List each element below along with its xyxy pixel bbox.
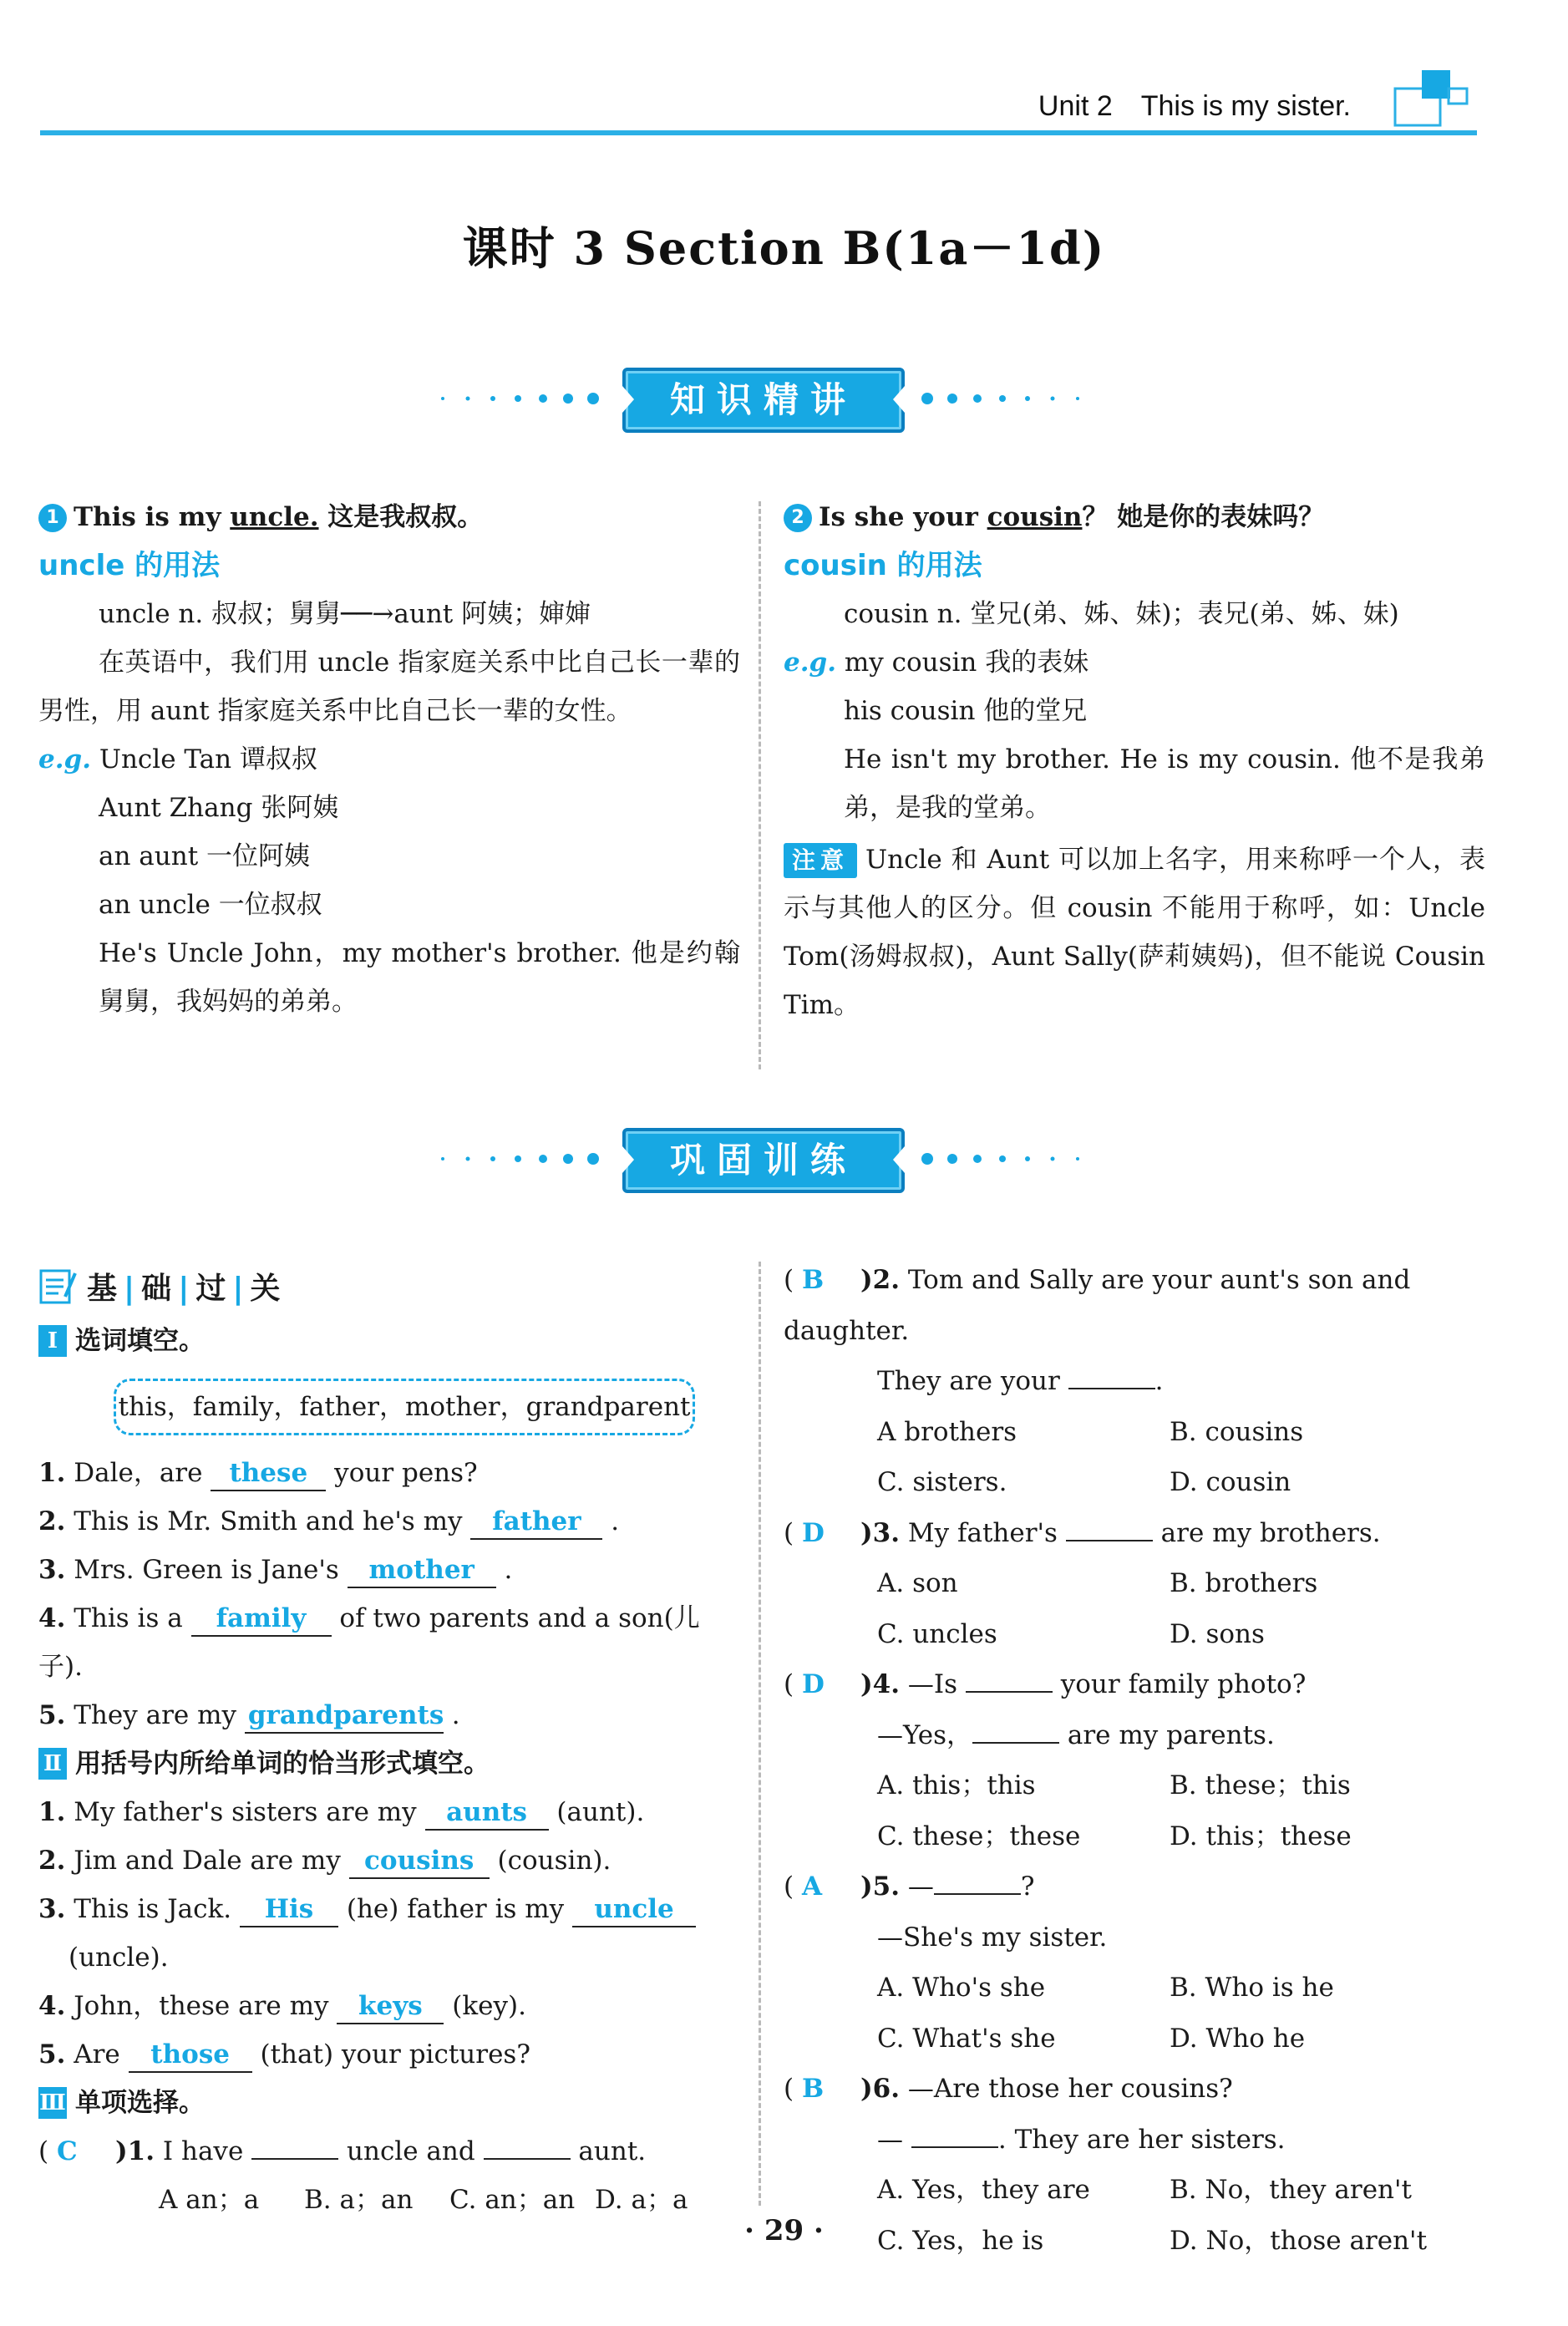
answer-blank: grandparents xyxy=(245,1699,444,1734)
part2-q2: 2. Jim and Dale are my cousins (cousin). xyxy=(38,1836,740,1885)
banner-practice xyxy=(0,1121,1568,1196)
header-decoration-icon xyxy=(1388,67,1472,134)
column-divider-bottom xyxy=(759,1262,761,2206)
option: A. Who's she xyxy=(877,1973,1046,2003)
part3-q3: ( D )3. My father's are my brothers. xyxy=(784,1508,1485,1559)
option: B. No，they aren't xyxy=(1170,2175,1413,2205)
option: C. What's she xyxy=(877,2023,1056,2054)
point1-definition: uncle n. 叔叔；舅舅──→aunt 阿姨；婶婶 xyxy=(99,599,591,629)
point2-note xyxy=(784,835,1485,1029)
part1-q1: 1. Dale，are these your pens? xyxy=(38,1449,740,1497)
answer-blank: those xyxy=(129,2038,252,2073)
dots-right-icon xyxy=(919,1153,1086,1165)
practice-right-column xyxy=(784,1255,1485,2266)
part2-heading: Ⅱ 用括号内所给单词的恰当形式填空。 xyxy=(38,1739,740,1788)
option: A. Yes，they are xyxy=(877,2175,1090,2205)
answer-blank: father xyxy=(470,1505,602,1540)
banner-knowledge xyxy=(0,361,1568,436)
part1-q2: 2. This is Mr. Smith and he's my father . xyxy=(38,1497,740,1546)
part3-q2-options-cd xyxy=(784,1457,1485,1508)
choice-answer: D xyxy=(801,1669,825,1699)
option: B. Who is he xyxy=(1170,1973,1334,2003)
answer-blank: keys xyxy=(337,1989,444,2024)
header-title: This is my sister. xyxy=(1140,90,1351,122)
notebook-icon xyxy=(38,1268,79,1305)
dots-right-icon xyxy=(919,393,1086,404)
part2-q3: 3. This is Jack. His (he) father is my uncle xyxy=(38,1885,740,1933)
part1-q3: 3. Mrs. Green is Jane's mother . xyxy=(38,1546,740,1594)
part2-q1: 1. My father's sisters are my aunts (aunt). xyxy=(38,1788,740,1836)
part3-q2-line2: They are your . xyxy=(784,1356,1485,1407)
point1-example-3: an aunt 一位阿姨 xyxy=(99,841,311,871)
point2-example-1: e.g. my cousin 我的表妹 xyxy=(784,648,1089,678)
knowledge-point-1 xyxy=(38,493,740,1026)
part2-q3-cont: (uncle). xyxy=(69,1943,169,1973)
banner-practice-label: 巩固训练 xyxy=(622,1128,905,1193)
part3-q6-line2: — . They are her sisters. xyxy=(784,2115,1485,2166)
part3-q4: ( D )4. —Is your family photo? xyxy=(784,1659,1485,1710)
answer-blank: mother xyxy=(348,1553,496,1588)
option: D. sons xyxy=(1170,1618,1265,1649)
part3-q2: ( B )2. Tom and Sally are your aunt's son and daughter. xyxy=(784,1265,1411,1346)
part3-q2-options-ab xyxy=(784,1407,1485,1458)
option: A brothers xyxy=(877,1416,1017,1447)
answer-blank: these xyxy=(211,1456,326,1491)
part2-q4: 4. John，these are my keys (key). xyxy=(38,1982,740,2030)
point1-example-4: an uncle 一位叔叔 xyxy=(99,890,322,920)
answer-blank: aunts xyxy=(425,1795,549,1831)
point1-sentence: 1 This is my uncle. 这是我叔叔。 xyxy=(38,493,740,541)
point1-example-2: Aunt Zhang 张阿姨 xyxy=(99,793,339,823)
option: D. Who he xyxy=(1170,2023,1306,2054)
option: B. cousins xyxy=(1170,1416,1304,1447)
point1-usage-heading: uncle 的用法 xyxy=(38,549,221,582)
point1-number: 1 xyxy=(38,504,67,532)
header-unit: Unit 2 xyxy=(1038,90,1113,122)
option: D. a；a xyxy=(595,2185,688,2215)
dots-left-icon xyxy=(434,1153,601,1165)
choice-answer: B xyxy=(801,1265,825,1295)
part3-q1: ( C )1. I have uncle and aunt. xyxy=(38,2127,740,2176)
option: A an；a xyxy=(159,2185,260,2215)
part1-heading: Ⅰ 选词填空。 xyxy=(38,1317,740,1365)
part3-q6-options-ab xyxy=(784,2165,1485,2216)
point2-example-3: He isn't my brother. He is my cousin. 他不是我弟弟，是我的堂弟。 xyxy=(844,744,1485,823)
lesson-title: 课时 3 Section B(1a－1d) xyxy=(462,221,1106,275)
part1-q5: 5. They are my grandparents . xyxy=(38,1691,740,1739)
choice-answer: C xyxy=(56,2136,78,2166)
part3-q5-options-cd xyxy=(784,2014,1485,2064)
point2-example-2: his cousin 他的堂兄 xyxy=(844,696,1088,726)
header-rule xyxy=(40,130,1477,135)
part3-q5: ( A )5. — ? xyxy=(784,1861,1485,1912)
part2-q5: 5. Are those (that) your pictures? xyxy=(38,2030,740,2079)
part3-q4-options-ab xyxy=(784,1760,1485,1811)
choice-answer: A xyxy=(801,1871,823,1902)
point2-sentence: 2 Is she your cousin？ 她是你的表妹吗？ xyxy=(784,493,1485,541)
answer-blank: family xyxy=(191,1602,332,1637)
dots-left-icon xyxy=(434,393,601,404)
note-text: Uncle 和 Aunt 可以加上名字，用来称呼一个人，表示与其他人的区分。但 cousin 不能用于称呼，如：Uncle Tom(汤姆叔叔)，Aunt Sally(萨莉姨妈)，但不能说 Cousin Tim。 xyxy=(784,845,1485,1020)
point2-usage-heading: cousin 的用法 xyxy=(784,549,982,582)
answer-blank: uncle xyxy=(572,1892,696,1927)
option: C. an；an xyxy=(449,2185,576,2215)
part3-q5-line2: —She's my sister. xyxy=(877,1922,1108,1953)
part3-heading: Ⅲ 单项选择。 xyxy=(39,2088,205,2118)
point1-example-1: e.g. Uncle Tan 谭叔叔 xyxy=(38,744,317,774)
option: B. these；this xyxy=(1170,1770,1351,1800)
part3-q5-options-ab xyxy=(784,1963,1485,2014)
option: D. No，those aren't xyxy=(1170,2225,1428,2256)
choice-answer: B xyxy=(801,2074,825,2104)
part3-q6: ( B )6. —Are those her cousins? xyxy=(784,2074,1233,2104)
part1-q4: 4. This is a family of two parents and a son(儿子). xyxy=(38,1603,700,1682)
part3-q4-line2: —Yes， are my parents. xyxy=(784,1710,1485,1761)
point1-explanation: 在英语中，我们用 uncle 指家庭关系中比自己长一辈的男性，用 aunt 指家庭关系中比自己长一辈的女性。 xyxy=(38,648,740,726)
option: C. Yes，he is xyxy=(877,2225,1044,2256)
option: A. this；this xyxy=(877,1770,1036,1800)
option: B. brothers xyxy=(1170,1568,1318,1598)
banner-knowledge-label: 知识精讲 xyxy=(622,368,905,433)
option: D. cousin xyxy=(1170,1467,1291,1497)
part3-q4-options-cd xyxy=(784,1811,1485,1862)
basic-section-heading: 基 | 础 | 过 | 关 xyxy=(38,1262,740,1317)
point2-number: 2 xyxy=(784,504,812,532)
knowledge-point-2 xyxy=(784,493,1485,1029)
running-header xyxy=(1038,90,1351,123)
part3-q3-options-ab xyxy=(784,1558,1485,1609)
point2-definition: cousin n. 堂兄(弟、姊、妹)；表兄(弟、姊、妹) xyxy=(844,599,1399,629)
note-tag: 注意 xyxy=(784,843,857,878)
answer-blank: His xyxy=(240,1892,338,1927)
option: C. uncles xyxy=(877,1618,997,1649)
point1-example-5: He's Uncle John，my mother's brother. 他是约翰舅舅，我妈妈的弟弟。 xyxy=(99,938,740,1017)
part3-q3-options-cd xyxy=(784,1609,1485,1660)
page-number: · 29 · xyxy=(744,2214,824,2247)
option: A. son xyxy=(877,1568,958,1598)
choice-answer: D xyxy=(801,1517,825,1548)
word-bank-box: this，family，father，mother，grandparent xyxy=(114,1379,695,1435)
option: B. a；an xyxy=(304,2185,414,2215)
practice-left-column xyxy=(38,1262,740,2224)
answer-blank: cousins xyxy=(349,1844,490,1879)
option: C. these；these xyxy=(877,1821,1081,1851)
option: C. sisters. xyxy=(877,1467,1007,1497)
option: D. this；these xyxy=(1170,1821,1352,1851)
column-divider-top xyxy=(759,501,761,1069)
